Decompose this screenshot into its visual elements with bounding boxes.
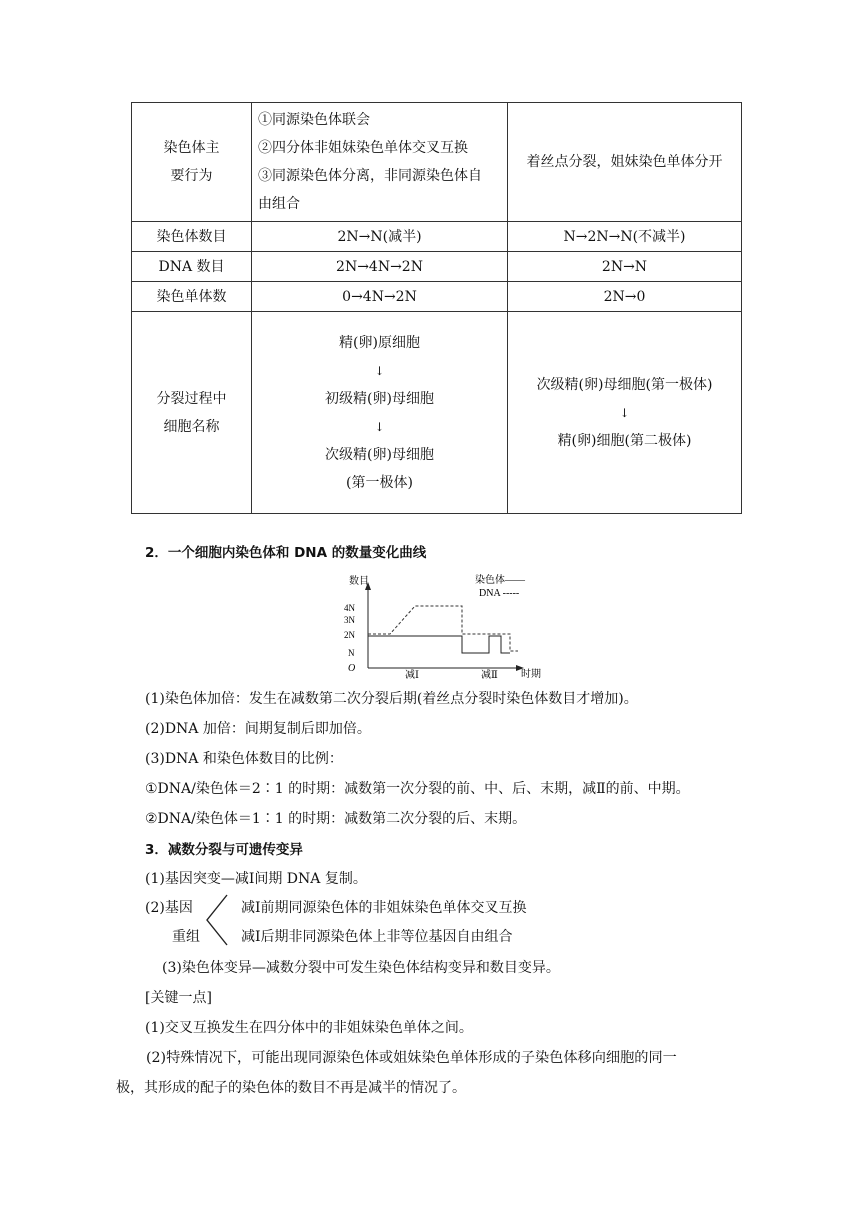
y-axis-label: 数目 — [349, 576, 369, 587]
x-segment-label: 减Ⅰ — [405, 670, 419, 680]
cell-name: (第一极体) — [346, 474, 413, 491]
meiosis2-cell: 2N→N — [508, 252, 742, 282]
table-row — [132, 252, 742, 282]
recombination-item-b: 减Ⅰ后期非同源染色体上非等位基因自由组合 — [241, 929, 513, 945]
row-header-line: 分裂过程中 — [156, 390, 227, 407]
row-header: 染色体数目 — [132, 222, 252, 252]
meiosis1-cell — [252, 103, 508, 222]
row-header — [132, 312, 252, 514]
x-segment-label: 减Ⅱ — [481, 670, 498, 680]
cell-name: 精(卵)细胞(第二极体) — [557, 432, 692, 449]
keypoint-2-line1: (2)特殊情况下，可能出现同源染色体或姐妹染色单体形成的子染色体移向细胞的同一 — [146, 1050, 677, 1066]
meiosis1-cell: 2N→N(减半) — [252, 222, 508, 252]
cell-name: 次级精(卵)母细胞(第一极体) — [536, 376, 713, 393]
cell-line: ②四分体非姐妹染色单体交叉互换 — [258, 140, 468, 156]
row-header-line: 染色体主 — [163, 140, 220, 156]
row-header-line: 要行为 — [170, 168, 213, 184]
x-axis-label: 时期 — [521, 669, 541, 680]
cell-name: 精(卵)原细胞 — [339, 334, 420, 351]
cell-name: 次级精(卵)母细胞 — [325, 446, 434, 463]
meiosis2-cell — [508, 312, 742, 514]
y-tick-label: 4N — [344, 603, 355, 613]
keypoint-heading: [关键一点] — [145, 990, 212, 1006]
recombination-label-b: 重组 — [172, 929, 200, 945]
comparison-table — [131, 102, 742, 514]
row-header: DNA 数目 — [132, 252, 252, 282]
cell-name: 初级精(卵)母细胞 — [325, 390, 434, 407]
point-3: (3)DNA 和染色体数目的比例： — [145, 751, 343, 767]
recombination-label-a: (2)基因 — [145, 900, 193, 916]
table-row — [132, 222, 742, 252]
section-2-heading: 2．一个细胞内染色体和 DNA 的数量变化曲线 — [145, 545, 427, 561]
table-row — [132, 103, 742, 222]
down-arrow-icon: ↓ — [374, 363, 385, 378]
point-2: (2)DNA 加倍：间期复制后即加倍。 — [145, 721, 371, 737]
cell-line: 由组合 — [258, 196, 300, 212]
meiosis2-cell: 2N→0 — [508, 282, 742, 312]
chromosome-series-line — [368, 636, 510, 653]
down-arrow-icon: ↓ — [374, 419, 385, 434]
origin-label: O — [348, 663, 356, 674]
row-header-line: 细胞名称 — [163, 418, 220, 435]
meiosis1-cell — [252, 312, 508, 514]
dna-series-line — [368, 606, 518, 651]
meiosis2-cell: N→2N→N(不减半) — [508, 222, 742, 252]
legend-dna: DNA ----- — [479, 588, 520, 599]
keypoint-1: (1)交叉互换发生在四分体中的非姐妹染色单体之间。 — [145, 1020, 473, 1036]
recombination-item-a: 减Ⅰ前期同源染色体的非姐妹染色单体交叉互换 — [241, 900, 527, 916]
cell-line: ①同源染色体联会 — [258, 112, 370, 128]
row-header — [132, 103, 252, 222]
table-row — [132, 282, 742, 312]
meiosis1-cell: 2N→4N→2N — [252, 252, 508, 282]
row-header: 染色单体数 — [132, 282, 252, 312]
y-tick-label: 2N — [344, 630, 355, 640]
chromosome-variation-item: (3)染色体变异—减数分裂中可发生染色体结构变异和数目变异。 — [162, 960, 560, 976]
meiosis1-cell: 0→4N→2N — [252, 282, 508, 312]
mutation-item: (1)基因突变—减Ⅰ间期 DNA 复制。 — [145, 871, 367, 887]
section-3-heading: 3．减数分裂与可遗传变异 — [145, 842, 303, 858]
legend-chromosome: 染色体—— — [475, 575, 525, 586]
cell-line: ③同源染色体分离，非同源染色体自 — [258, 168, 482, 184]
point-3a: ①DNA/染色体＝2∶1 的时期：减数第一次分裂的前、中、后、末期，减Ⅱ的前、中期。 — [145, 781, 690, 797]
table-row — [132, 312, 742, 514]
point-3b: ②DNA/染色体＝1∶1 的时期：减数第二次分裂的后、末期。 — [145, 811, 527, 827]
meiosis2-cell: 着丝点分裂，姐妹染色单体分开 — [508, 103, 742, 222]
brace-icon — [203, 893, 231, 947]
y-tick-label: 3N — [344, 615, 355, 625]
down-arrow-icon: ↓ — [619, 405, 630, 420]
point-1: (1)染色体加倍：发生在减数第二次分裂后期(着丝点分裂时染色体数目才增加)。 — [145, 691, 638, 707]
keypoint-2-line2: 极，其形成的配子的染色体的数目不再是减半的情况了。 — [116, 1080, 466, 1096]
dna-chromosome-chart — [335, 570, 555, 680]
y-tick-label: N — [348, 648, 355, 658]
